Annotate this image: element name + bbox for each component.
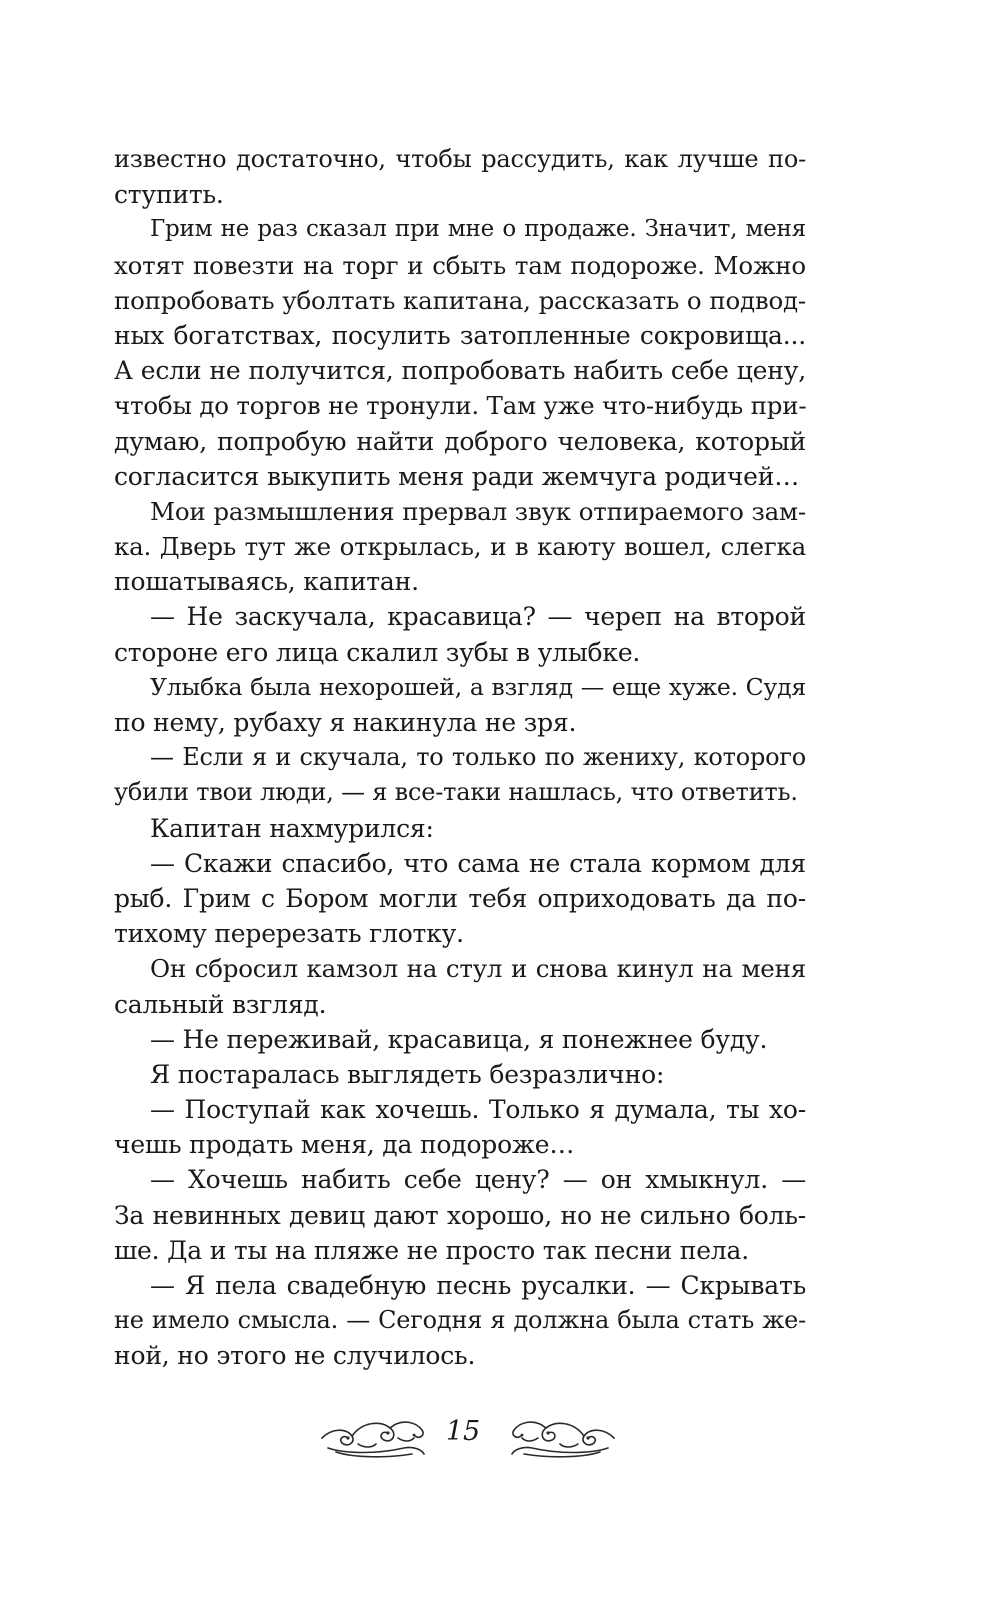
text-line: чтобы до торгов не тронули. Там уже что-нибудь при- — [114, 391, 807, 421]
text-line: Мои размышления прервал звук отпираемого зам- — [150, 496, 806, 526]
text-line: хотят повезти на торг и сбыть там подороже. Можно — [114, 250, 806, 280]
text-line: Капитан нахмурился: — [150, 813, 434, 843]
text-line: думаю, попробую найти доброго человека, который — [114, 426, 806, 456]
text-line: чешь продать меня, да подороже… — [114, 1130, 575, 1160]
text-line: сальный взгляд. — [114, 989, 327, 1019]
text-line: согласится выкупить меня ради жемчуга родичей… — [114, 461, 800, 491]
text-line: — Поступай как хочешь. Только я думала, ты хо- — [150, 1095, 806, 1125]
text-line: ше. Да и ты на пляже не просто так песни пела. — [114, 1235, 749, 1265]
text-line: ступить. — [114, 180, 224, 210]
wave-flourish-icon — [318, 1408, 428, 1462]
text-line: ка. Дверь тут же открылась, и в каюту вошел, слегка — [114, 532, 806, 562]
text-line: ных богатствах, посулить затопленные сокровища... — [114, 320, 806, 350]
wave-flourish-icon — [508, 1408, 618, 1462]
body-text — [114, 142, 806, 1374]
text-line: убили твои люди, — я все-таки нашлась, что ответить. — [114, 778, 798, 807]
text-line: Улыбка была нехорошей, а взгляд — еще хуже. Судя — [150, 672, 806, 701]
text-line: рыб. Грим с Бором могли тебя оприходовать да по- — [114, 883, 806, 913]
text-line: по нему, рубаху я накинула не зря. — [114, 708, 577, 737]
text-line: — Скажи спасибо, что сама не стала кормом для — [150, 848, 806, 878]
text-line: тихому перерезать глотку. — [114, 919, 464, 949]
text-line: ной, но этого не случилось. — [114, 1341, 476, 1371]
text-line: — Я пела свадебную песнь русалки. — Скрывать — [150, 1271, 806, 1300]
text-line: За невинных девиц дают хорошо, но не сильно боль- — [114, 1200, 806, 1230]
text-line: стороне его лица скалил зубы в улыбке. — [114, 637, 641, 667]
text-line: Я постаралась выглядеть безразлично: — [150, 1059, 665, 1089]
page-footer — [0, 1408, 1000, 1468]
text-line: — Если я и скучала, то только по жениху, которого — [150, 743, 806, 772]
text-line: известно достаточно, чтобы рассудить, как лучше по- — [114, 145, 806, 173]
text-line: не имело смысла. — Сегодня я должна была стать же- — [114, 1306, 806, 1335]
text-line: попробовать уболтать капитана, рассказать о подвод- — [114, 285, 806, 315]
page-number: 15 — [445, 1416, 481, 1447]
text-line: А если не получится, попробовать набить себе цену, — [114, 356, 806, 386]
text-line: пошатываясь, капитан. — [114, 567, 419, 597]
text-line: — Не переживай, красавица, я понежнее буду. — [150, 1024, 768, 1054]
text-line: — Хочешь набить себе цену? — он хмыкнул. — — [150, 1165, 806, 1195]
text-line: Он сбросил камзол на стул и снова кинул на меня — [150, 954, 806, 984]
text-line: Грим не раз сказал при мне о продаже. Значит, меня — [150, 216, 806, 243]
text-line: — Не заскучала, красавица? — череп на второй — [150, 602, 806, 632]
